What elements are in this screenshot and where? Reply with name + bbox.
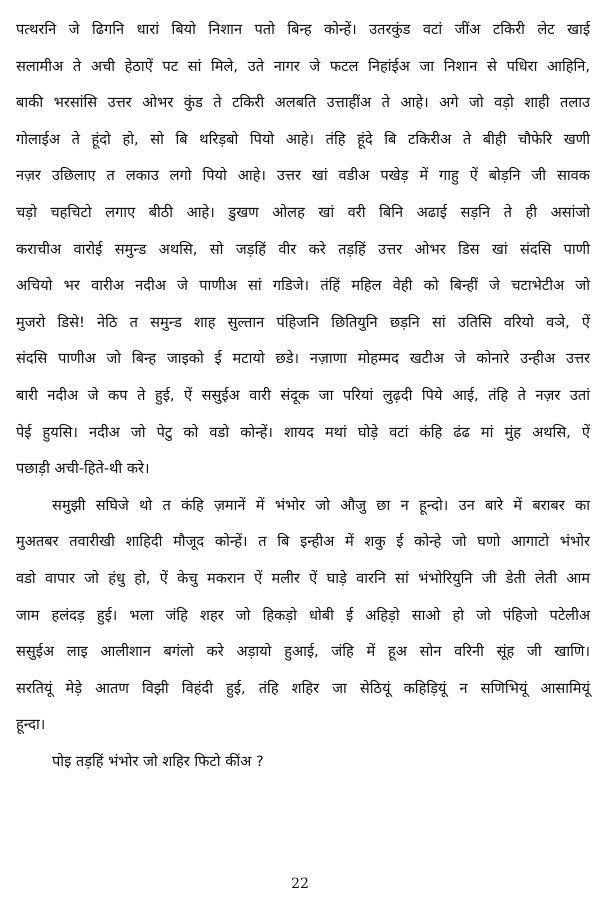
text-line-4: गोलाईअ ते हूंदो हो, सो बि थरिड़बो पियो आहे। तंहि हूंदे बि टकिरीअ ते बीही चौफेरि खणी	[16, 130, 590, 148]
text-line-18: ससुईअ लाइ आलीशान बगंलो करे अड़ायो हुआई, जंहि में हूअ सोन वरिनी सूंह जी खाणि।	[16, 643, 590, 661]
text-line-17: जाम हलंदड़ हुई। भला जंहि शहर जो हिकड़ो धोबी ई अहिड़ो साओ हो जो पंहिजो पटेलीअ	[16, 606, 590, 624]
text-line-10: संदसि पाणीअ जो बिन्ह जाइको ई मटायो छडे। नज़ाणा मोहम्मद खटीअ जे कोनारे उन्हीअ उत्तर	[16, 350, 590, 368]
page-number: 22	[291, 876, 309, 892]
body-text	[16, 12, 590, 780]
text-line-15: मुअतबर तवारीखी शाहिदी मौजूद कोन्हें। त बि इन्हीअ में शकु ई कोन्हे जो घणो आगाटो भंभोर	[16, 533, 590, 551]
text-line-16: वडो वापार जो हंधु हो, ऐं केचु मकरान ऐं मलीर ऐं घाड़े वारनि सां भंभोरियुनि जी डेती लेती आम	[16, 569, 590, 587]
text-line-11: बारी नदीअ जे कप ते हुई, ऐं ससुईअ वारी संदूक जा परियां लुढ़दी पिये आई, तंहि ते नज़र उतां	[16, 386, 590, 404]
text-line-20: हून्दा।	[16, 716, 46, 734]
text-line-14: समुझी सघिजे थो त कंहि ज़मानें में भंभोर जो औजु छा न हून्दो। उन बारे में बराबर का	[52, 496, 590, 514]
text-line-7: कराचीअ वारोई समुन्ड अथसि, सो जड़हिं वीर करे तड़हिं उत्तर ओभर डिस खां संदसि पाणी	[16, 240, 590, 258]
text-line-2: सलामीअ ते अची हेठाऐं पट सां मिले, उते नागर जे फटल निहांईअ जा निशान से पधिरा आहिनि,	[16, 57, 590, 75]
text-line-8: अचियो भर वारीअ नदीअ जे पाणीअ सां गडिजे। तंहिं महिल वेही को बिन्हीं जे चटाभेटीअ जो	[16, 277, 590, 295]
text-line-21: पोइ तड़हिं भंभोर जो शहिर फिटो कींअ ?	[52, 752, 264, 770]
text-line-12: पेई हुयसि। नदीअ जो पेटु को वडो कोन्हें। शायद मथां घोड़े वटां कंहि ढंढ मां मुंह अथसि, ऐं	[16, 423, 590, 441]
text-line-5: नज़र उछिलाए त लकाउ लगो पियो आहे। उत्तर खां वडीअ पखेड़ में गाहु ऐं बोड़नि जी सावक	[16, 167, 590, 185]
text-line-1: पत्थरनि जे ढिगनि धारां बियो निशान पतो बिन्ह कोन्हें। उतरकुंड वटां जींअ टकिरी लेट खाई	[16, 21, 590, 38]
text-line-9: मुजरो डिसे! नेठि त समुन्ड शाह सुल्तान पंहिजनि छितियुनि छड़नि सां उतिसि वरियो वञे, ऐं	[16, 313, 590, 331]
text-line-19: सरतियूं मेड़े आतण विझी विहंदी हुई, तंहि शहिर जा सेठियूं कहिड़ियूं न सणिभियूं आसामियूं	[16, 679, 590, 697]
text-line-6: चड़ो चहचिटो लगाए बीठी आहे। डुखण ओलह खां वरी बिनि अढाई सड़नि ते ही असांजो	[16, 203, 590, 221]
text-line-13: पछाड़ी अची-हिते-थी करे।	[16, 460, 150, 478]
text-line-3: बाकी भरसांसि उत्तर ओभर कुंड ते टकिरी अलबति उत्ताहींअ ते आहे। अगे जो वड़ो शाही तलाउ	[16, 94, 590, 112]
